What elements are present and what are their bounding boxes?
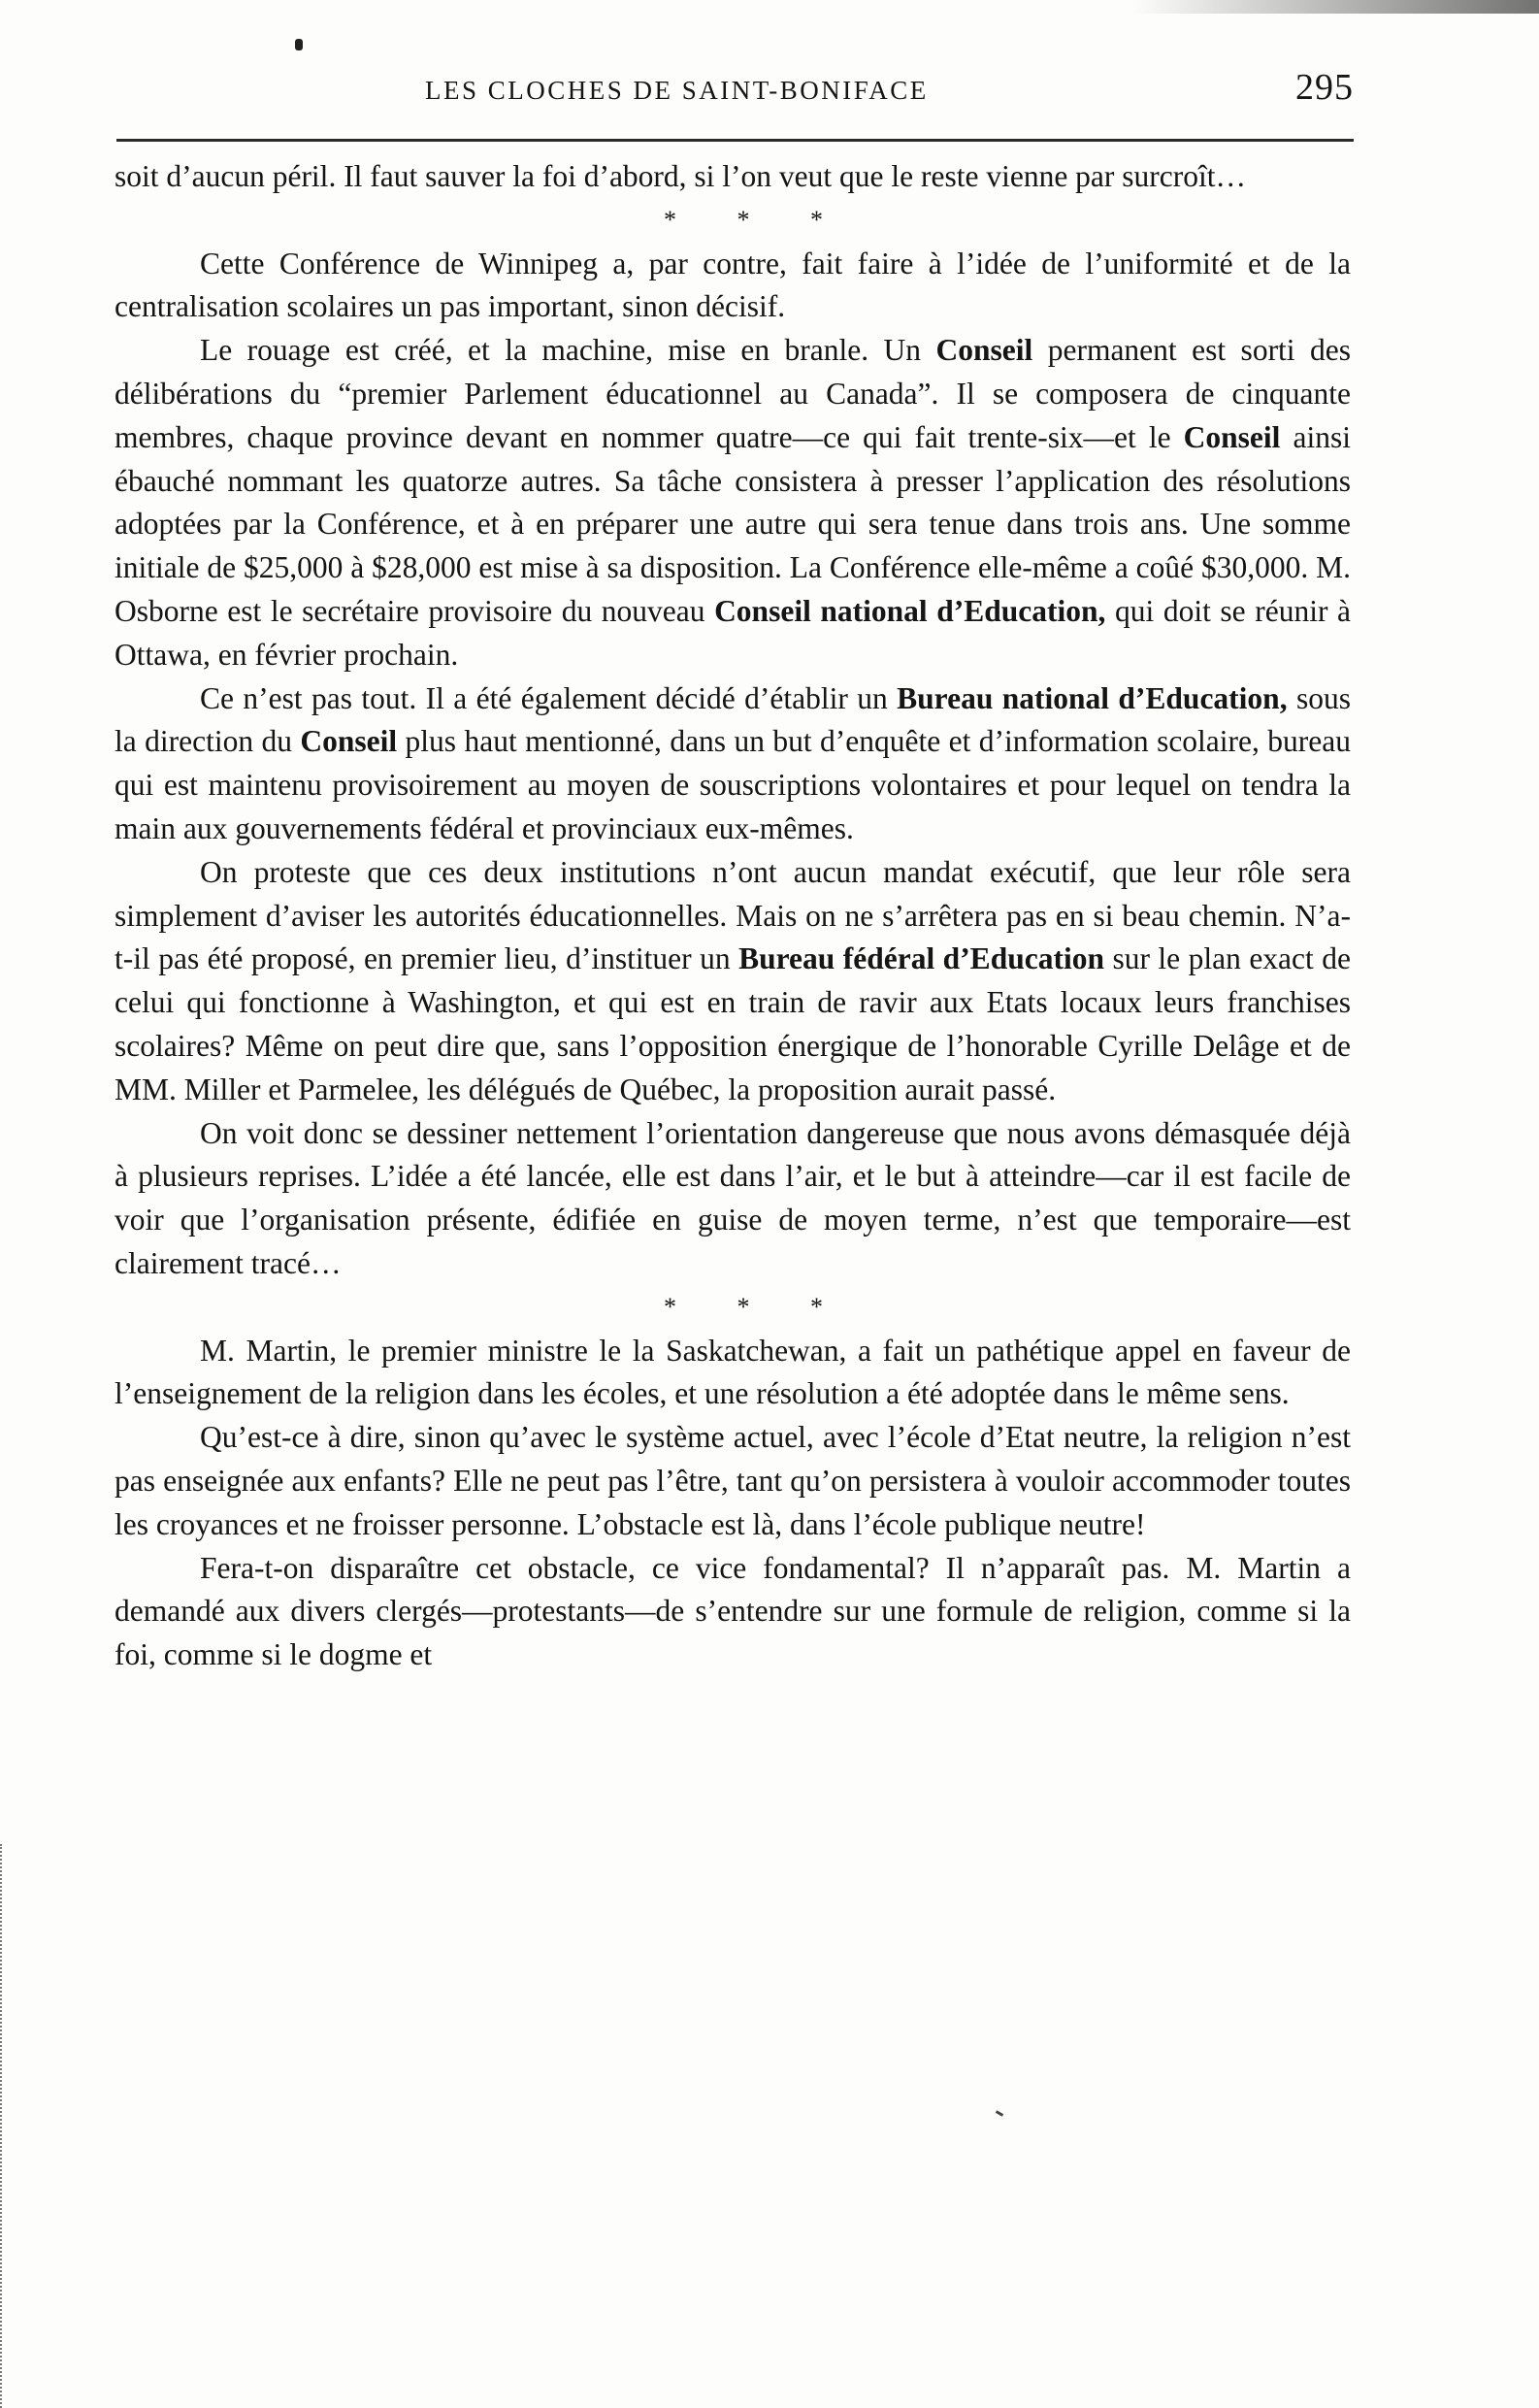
bold-term: Conseil — [300, 724, 398, 759]
paragraph — [115, 677, 1351, 851]
ink-mark — [295, 39, 303, 50]
text-run: permanent est sorti des délibérations du “premier Parlement éducationnel au Canada”. Il se composera de cinquante membres, chaque province devant en nommer quatre—ce qui fait trente-six—et le — [115, 333, 1351, 454]
paragraph-continuation: soit d’aucun péril. Il faut sauver la foi d’abord, si l’on veut que le reste vienne par surcroît… — [115, 159, 1246, 193]
paragraph: M. Martin, le premier ministre le la Saskatchewan, a fait un pathétique appel en faveur de l’enseignement de la religion dans les écoles, et une résolution a été adoptée dans le même sens. — [115, 1333, 1351, 1411]
text-run: Le rouage est créé, et la machine, mise en branle. Un — [200, 333, 936, 368]
paragraph: On voit donc se dessiner nettement l’orientation dangereuse que nous avons démasquée déjà à plusieurs reprises. L’idée a été lancée, elle est dans l’air, et le but à atteindre—car il est facile de voir que l’organisation présente, édifiée en guise de moyen terme, n’est que temporaire—est clairement tracé… — [115, 1115, 1351, 1280]
paragraph — [115, 329, 1351, 676]
text-run: qui doit se réunir à Ottawa, en février prochain. — [115, 593, 1351, 672]
scan-edge-shadow — [1131, 0, 1539, 14]
page-edge-noise — [0, 1844, 5, 2408]
bold-term: Conseil — [1183, 419, 1281, 454]
text-run: sous la direction du — [115, 680, 1351, 759]
paragraph — [115, 851, 1351, 1112]
section-separator: * * * — [664, 1292, 850, 1321]
body-text — [115, 155, 1351, 1677]
text-run: sur le plan exact de celui qui fonctionne à Washington, et qui est en train de ravir aux Etats locaux leurs franchises scolaires? Même on peut dire que, sans l’opposition énergique de l’honorable Cyrille Delâge et de MM. Miller et Parmelee, les délégués de Québec, la proposition aurait passé. — [115, 941, 1351, 1106]
page-header — [116, 62, 1354, 124]
text-run: plus haut mentionné, dans un but d’enquête et d’information scolaire, bureau qui est maintenu provisoirement au moyen de souscriptions volontaires et pour lequel on tendra la main aux gouvernements fédéral et provinciaux eux-mêmes. — [115, 724, 1351, 845]
section-separator: * * * — [664, 205, 850, 234]
running-title: LES CLOCHES DE SAINT-BONIFACE — [425, 76, 929, 105]
bold-term: Conseil national d’Education, — [714, 593, 1106, 628]
paragraph: Cette Conférence de Winnipeg a, par contre, fait faire à l’idée de l’uniformité et de la centralisation scolaires un pas important, sinon décisif. — [115, 246, 1351, 324]
paragraph: Qu’est-ce à dire, sinon qu’avec le système actuel, avec l’école d’Etat neutre, la religion n’est pas enseignée aux enfants? Elle ne peut pas l’être, tant qu’on persistera à vouloir accommoder toutes les croyances et ne froisser personne. L’obstacle est là, dans l’école publique neutre! — [115, 1420, 1351, 1541]
ink-mark — [996, 2110, 1003, 2117]
bold-term: Bureau national d’Education, — [897, 680, 1288, 715]
text-run: Ce n’est pas tout. Il a été également décidé d’établir un — [200, 680, 898, 715]
page-number: 295 — [1295, 67, 1354, 108]
text-run: ainsi ébauché nommant les quatorze autres. Sa tâche consistera à presser l’application des résolutions adoptées par la Conférence, et à en préparer une autre qui sera tenue dans trois ans. Une somme initiale de $25,000 à $28,000 est mise à sa disposition. La Conférence elle-même a coûé $30,000. M. Osborne est le secrétaire provisoire du nouveau — [115, 419, 1351, 628]
paragraph: Fera-t-on disparaître cet obstacle, ce vice fondamental? Il n’apparaît pas. M. Martin a demandé aux divers clergés—protestants—de s’entendre sur une formule de religion, comme si la foi, comme si le dogme et — [115, 1550, 1351, 1672]
header-rule — [116, 139, 1354, 142]
bold-term: Bureau fédéral d’Education — [738, 941, 1104, 976]
bold-term: Conseil — [935, 333, 1033, 368]
text-run: On proteste que ces deux institutions n’ont aucun mandat exécutif, que leur rôle sera simplement d’aviser les autorités éducationnelles. Mais on ne s’arrêtera pas en si beau chemin. N’a-t-il pas été proposé, en premier lieu, d’instituer un — [115, 854, 1351, 976]
